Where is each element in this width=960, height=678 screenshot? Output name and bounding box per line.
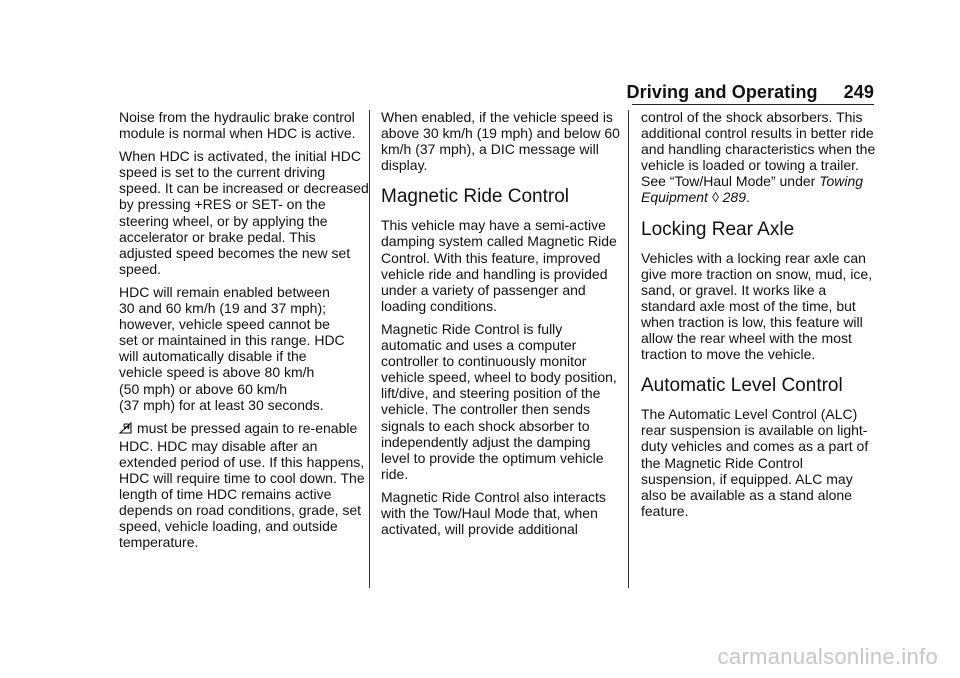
paragraph: The Automatic Level Control (ALC) rear suspension is available on light-duty vehicles and comes as a part of the Magnetic Ride Control suspension, if equipped. ALC may also be available as a stand alone feature. (641, 406, 869, 519)
section-heading: Automatic Level Control (641, 375, 843, 397)
line: (50 mph) or above 60 km/h (119, 380, 288, 397)
hill-descent-icon (119, 420, 133, 438)
line: set or maintained in this range. HDC (119, 332, 345, 349)
watermark: carmanualsonline.info (717, 644, 938, 669)
line: will automatically disable if the (119, 348, 307, 365)
cross-reference-link[interactable]: Towing Equipment ◊ 289 (641, 173, 864, 206)
line: vehicle speed is above 80 km/h (119, 364, 315, 381)
column-3 (641, 109, 881, 526)
section-heading: Magnetic Ride Control (381, 186, 569, 208)
paragraph: Magnetic Ride Control is fully automatic and uses a computer controller to continuously monitor vehicle speed, wheel to body position, lift/dive, and steering position of the vehicle. The controller then sends signals to each shock absorber to independently adjust the damping level to provide the optimum vehicle ride. (381, 320, 617, 482)
paragraph-text: control of the shock absorbers. This additional control results in better ride and handling characteristics when the vehicle is loaded or towing a trailer. See “Tow/Haul Mode” under (641, 109, 876, 190)
page-number: 249 (843, 82, 874, 102)
line: 30 and 60 km/h (19 and 37 mph); (119, 300, 327, 317)
paragraph: When enabled, if the vehicle speed is above 30 km/h (19 mph) and below 60 km/h (37 mph), a DIC message will display. (381, 109, 620, 174)
header-rule (632, 104, 874, 105)
column-divider-1 (369, 110, 370, 588)
line: (37 mph) for at least 30 seconds. (119, 396, 324, 413)
column-2 (381, 109, 621, 544)
column-divider-2 (628, 110, 629, 588)
section-title: Driving and Operating (626, 82, 818, 102)
paragraph: Vehicles with a locking rear axle can give more traction on snow, mud, ice, sand, or gravel. It works like a standard axle most of the time, but when traction is low, this feature will allow the rear wheel with the most traction to move the vehicle. (641, 249, 873, 363)
paragraph: When HDC is activated, the initial HDC speed is set to the current driving speed. It can be increased or decreased by pressing +RES or SET- on the steering wheel, or by applying the accelerator or brake pedal. This adjusted speed becomes the new set speed. (119, 148, 369, 277)
line: HDC will remain enabled between (119, 283, 330, 300)
paragraph (119, 284, 369, 413)
page-header (627, 82, 874, 103)
paragraph: control of the shock absorbers. This additional control results in better ride and handling characteristics when the vehicle is loaded or towing a trailer. See “Tow/Haul Mode” under Towing Equipment ◊ 289. (641, 109, 876, 206)
section-heading: Locking Rear Axle (641, 218, 795, 240)
column-1 (119, 109, 369, 557)
paragraph: This vehicle may have a semi-active damping system called Magnetic Ride Control. With this feature, improved vehicle ride and handling is provided under a variety of passenger and loading conditions. (381, 217, 617, 314)
page-reference-icon: ◊ (711, 189, 719, 206)
line: however, vehicle speed cannot be (119, 316, 330, 333)
paragraph: Magnetic Ride Control also interacts with the Tow/Haul Mode that, when activated, will provide additional (381, 488, 606, 538)
paragraph (119, 420, 369, 551)
paragraph-text: must be pressed again to re-enable HDC. HDC may disable after an extended period of use. If this happens, HDC will require time to cool down. The length of time HDC remains active depends on road conditions, grade, set speed, vehicle loading, and outside temperature. (119, 419, 365, 551)
paragraph: Noise from the hydraulic brake control module is normal when HDC is active. (119, 109, 356, 142)
